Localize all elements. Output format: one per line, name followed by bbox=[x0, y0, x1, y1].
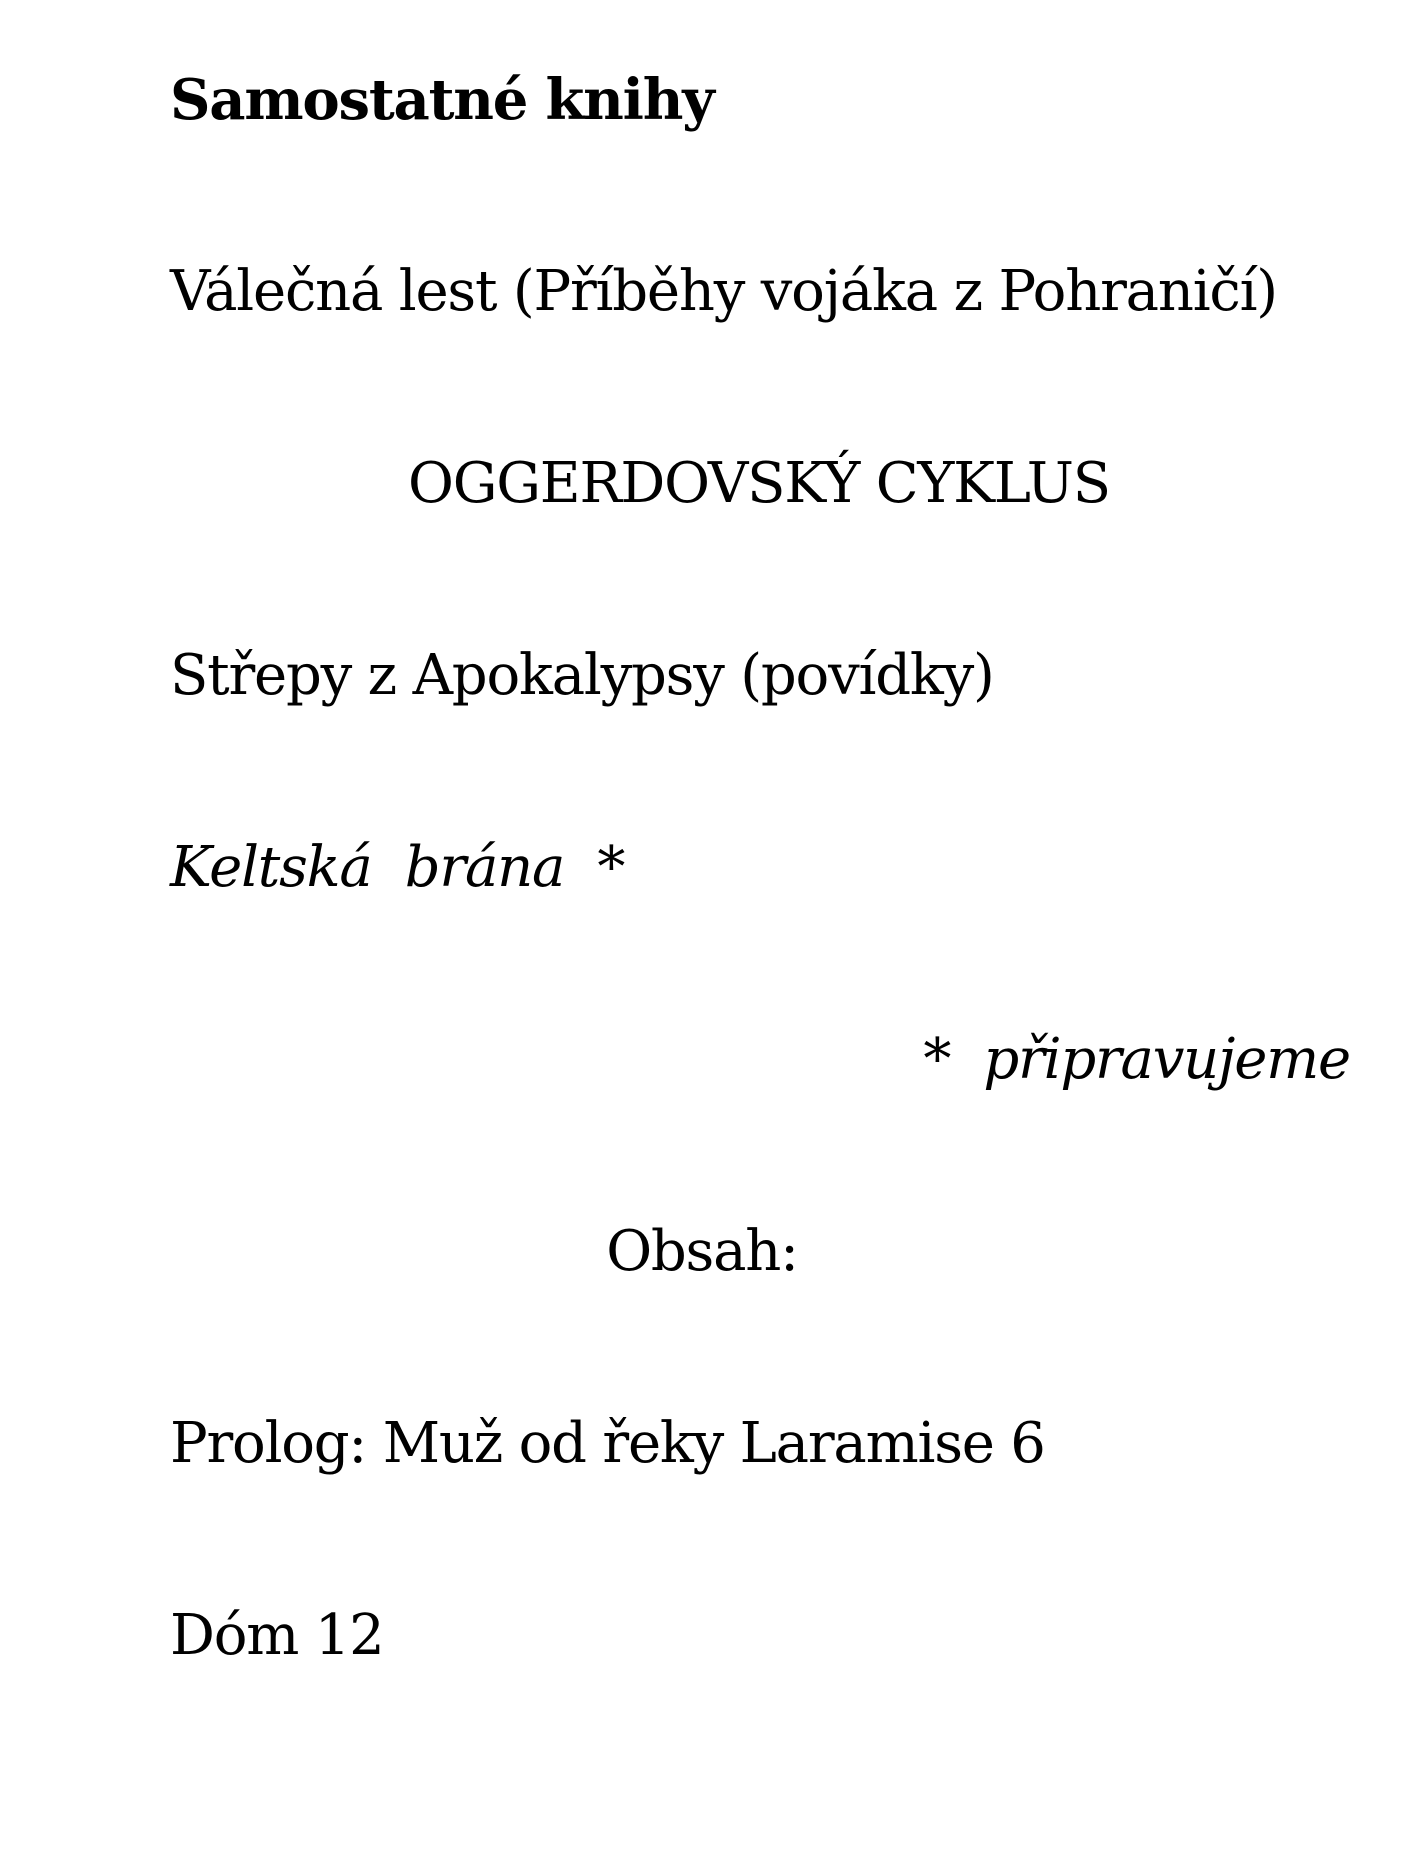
cycle-book-1: Střepy z Apokalypsy (povídky) bbox=[170, 643, 994, 708]
cycle-book-2: Keltská brána * bbox=[170, 835, 625, 900]
footnote: * připravujeme bbox=[923, 1027, 1350, 1092]
contents-entry: Dóm 12 bbox=[170, 1603, 384, 1668]
section-heading: Samostatné knihy bbox=[170, 67, 714, 133]
standalone-book-title: Válečná lest (Příběhy vojáka z Pohraničí) bbox=[170, 259, 1277, 324]
contents-entry: Prolog: Muž od řeky Laramise 6 bbox=[170, 1411, 1045, 1476]
cycle-heading: OGGERDOVSKÝ CYKLUS bbox=[408, 451, 1110, 516]
contents-heading: Obsah: bbox=[606, 1219, 798, 1284]
